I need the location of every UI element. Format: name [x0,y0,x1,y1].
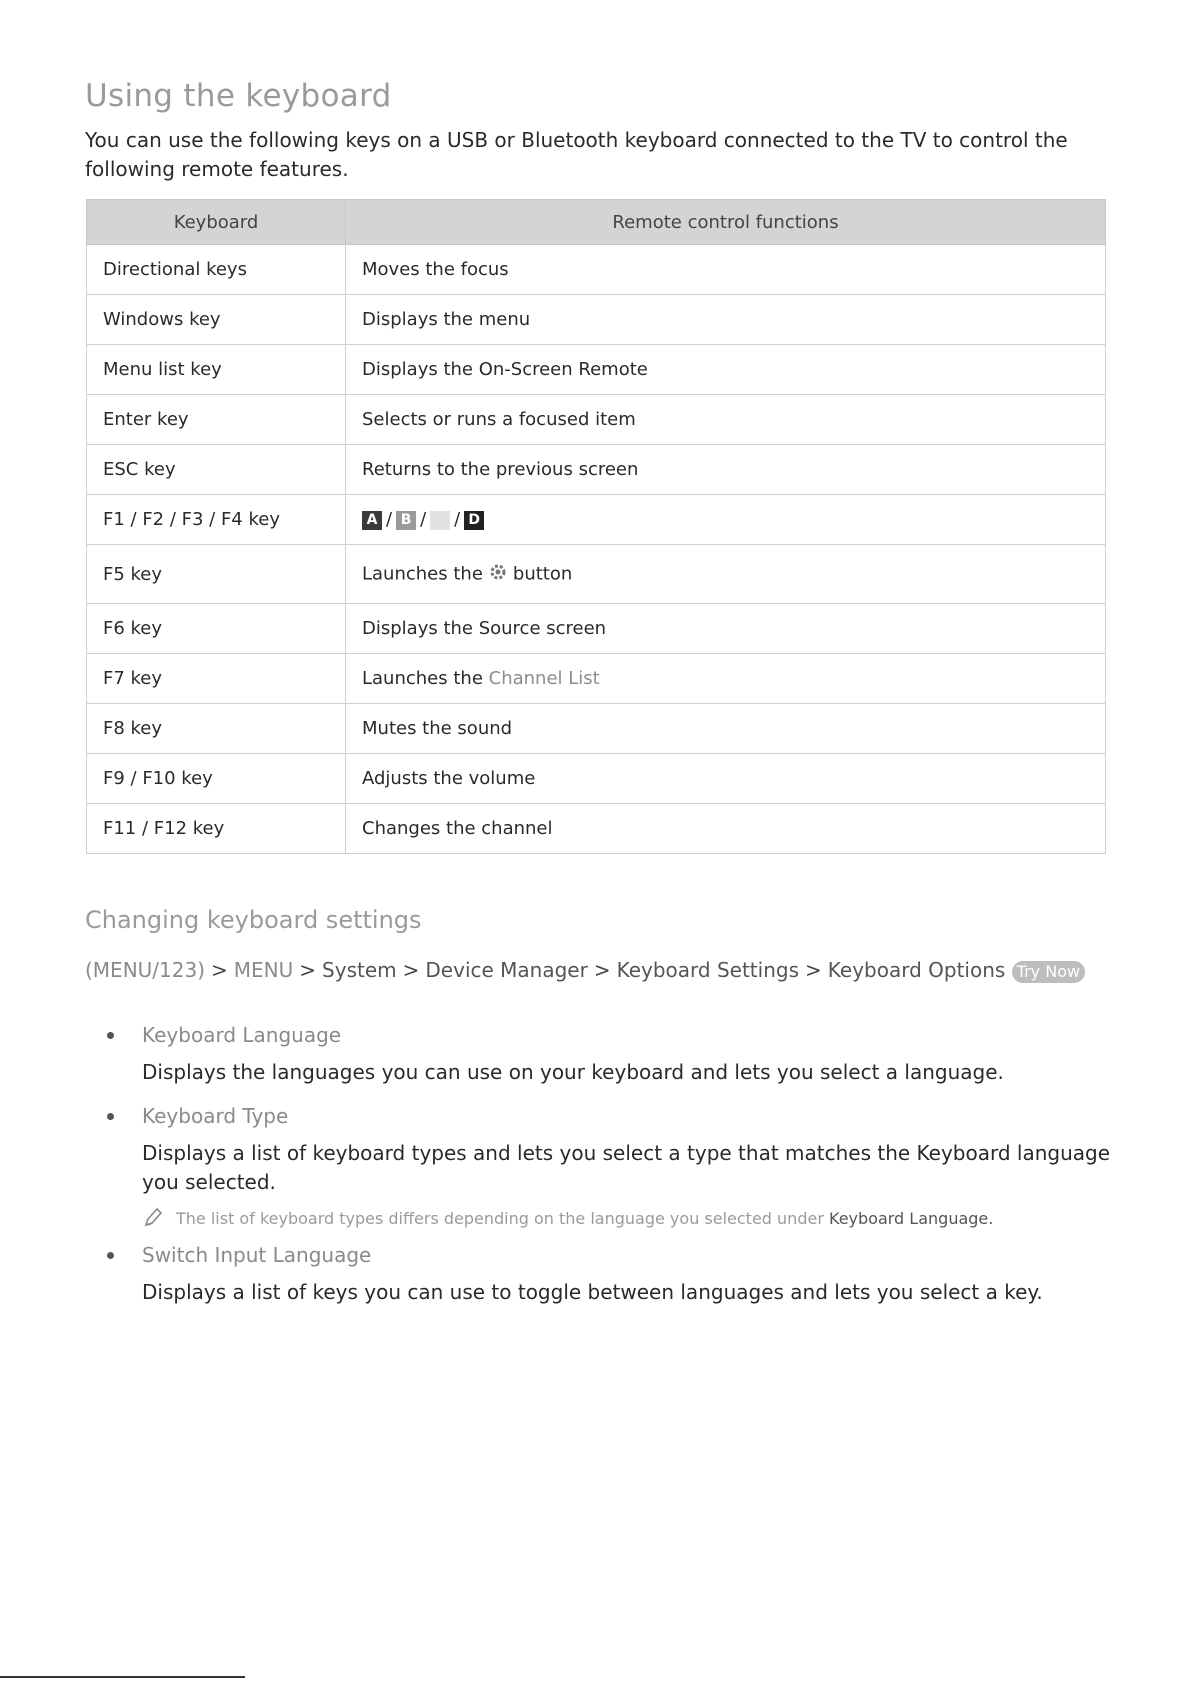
list-item [85,1238,1115,1307]
function-cell: Displays the menu [346,295,1106,345]
list-item [85,1099,1115,1228]
table-row [87,604,1106,654]
table-row [87,445,1106,495]
function-text: Launches the [362,668,483,689]
key-cell: Enter key [87,395,346,445]
color-key-c-icon: C [430,511,450,530]
path-step: (MENU/123) [85,958,206,982]
separator: / [386,509,393,530]
function-cell [346,545,1106,604]
color-key-b-icon: B [396,511,416,530]
chevron-right-icon: > [593,958,611,982]
path-step: Keyboard Options [827,958,1006,982]
path-step: Keyboard Settings [616,958,799,982]
table-row [87,395,1106,445]
header-functions: Remote control functions [346,200,1106,245]
list-item [85,1018,1115,1087]
key-cell: F7 key [87,654,346,704]
table-row [87,804,1106,854]
intro-text: You can use the following keys on a USB or Bluetooth keyboard connected to the TV to control the following remote features. [85,128,1068,181]
chevron-right-icon: > [299,958,317,982]
settings-gear-icon [489,562,507,587]
option-name: Keyboard Language [142,1023,342,1047]
divider [0,1676,245,1678]
note-bold-text: Keyboard Language. [829,1209,994,1228]
option-desc: Displays a list of keyboard types and lets you select a type that matches the Keyboard language you selected. [142,1141,1111,1194]
function-cell: Adjusts the volume [346,754,1106,804]
function-cell [346,654,1106,704]
function-text: button [512,563,573,584]
chevron-right-icon: > [805,958,822,982]
function-cell: Displays the On-Screen Remote [346,345,1106,395]
color-key-d-icon: D [464,511,484,530]
function-cell: Changes the channel [346,804,1106,854]
table-row [87,345,1106,395]
key-cell: F11 / F12 key [87,804,346,854]
note-text: The list of keyboard types differs depending on the language you selected under [176,1209,824,1228]
bullet-icon [107,1252,114,1259]
table-row [87,495,1106,545]
option-desc: Displays a list of keys you can use to toggle between languages and lets you select a key. [142,1280,1043,1304]
page-title: Using the keyboard [85,78,392,114]
separator: / [454,509,461,530]
table-row [87,754,1106,804]
section-title: Changing keyboard settings [85,906,422,934]
bullet-icon [107,1113,114,1120]
key-cell: F6 key [87,604,346,654]
function-cell: Moves the focus [346,245,1106,295]
key-cell: F1 / F2 / F3 / F4 key [87,495,346,545]
table-row [87,295,1106,345]
table-row [87,545,1106,604]
key-cell: F9 / F10 key [87,754,346,804]
key-cell: ESC key [87,445,346,495]
header-keyboard: Keyboard [87,200,346,245]
key-cell: Menu list key [87,345,346,395]
function-cell [346,495,1106,545]
key-cell: F8 key [87,704,346,754]
path-step: MENU [233,958,294,982]
option-list [85,1018,1115,1319]
keyboard-table [86,199,1106,854]
key-cell: F5 key [87,545,346,604]
function-cell: Selects or runs a focused item [346,395,1106,445]
channel-list-label: Channel List [488,668,600,689]
note [176,1209,1115,1228]
chevron-right-icon: > [211,958,228,982]
path-step: System [322,958,397,982]
table-row [87,654,1106,704]
key-cell: Windows key [87,295,346,345]
option-name: Keyboard Type [142,1104,289,1128]
key-cell: Directional keys [87,245,346,295]
function-cell: Returns to the previous screen [346,445,1106,495]
pencil-icon [142,1205,164,1233]
table-header-row [87,200,1106,245]
option-desc: Displays the languages you can use on your keyboard and lets you select a language. [142,1060,1004,1084]
function-text: Launches the [362,563,483,584]
separator: / [420,509,427,530]
bullet-icon [107,1032,114,1039]
option-name: Switch Input Language [142,1243,372,1267]
try-now-button[interactable]: Try Now [1012,961,1085,983]
color-key-a-icon: A [362,511,382,530]
function-cell: Displays the Source screen [346,604,1106,654]
chevron-right-icon: > [402,958,420,982]
function-cell: Mutes the sound [346,704,1106,754]
path-step: Device Manager [425,958,588,982]
table-row [87,704,1106,754]
menu-path [85,955,1115,985]
table-row [87,245,1106,295]
